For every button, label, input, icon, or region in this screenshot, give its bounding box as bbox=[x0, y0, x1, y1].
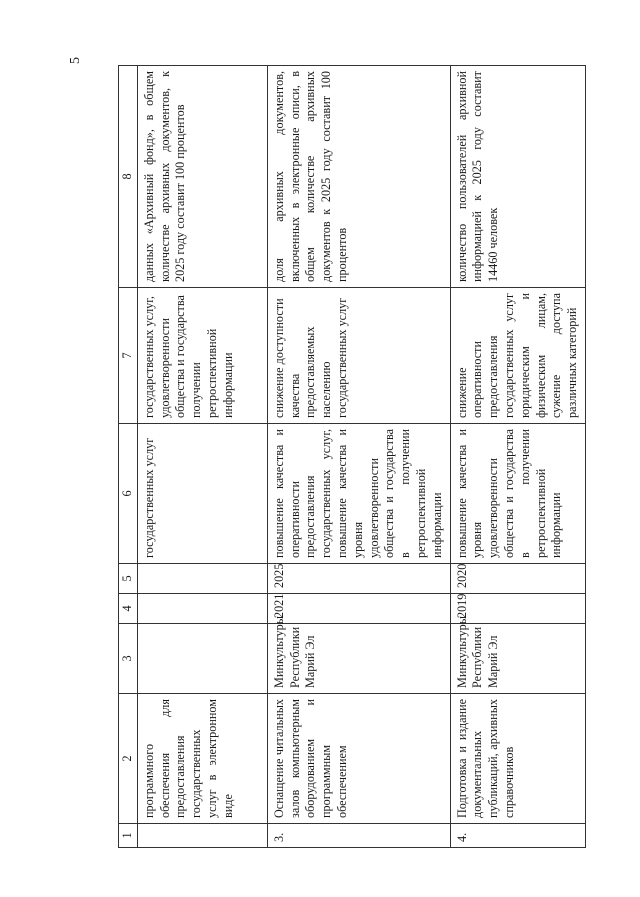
consequence: снижение оперативности предоставления государственных услуг юридическим и физическим лицам, сужение доступа различных категорий bbox=[450, 288, 585, 424]
col-header: 2 bbox=[119, 694, 138, 824]
consequence: государственных услуг, удовлетворенности общества и государства получении ретроспективной информации bbox=[137, 288, 267, 424]
indicator: доля архивных документов, включенных в электронные описи, в общем количестве архивных документов к 2025 году составит 100 процентов bbox=[267, 66, 450, 288]
start-year: 2021 bbox=[267, 594, 450, 624]
col-header: 3 bbox=[119, 624, 138, 694]
end-year bbox=[137, 564, 267, 594]
col-header: 6 bbox=[119, 424, 138, 564]
col-header: 8 bbox=[119, 66, 138, 288]
header-row bbox=[119, 66, 138, 848]
table-row bbox=[450, 66, 585, 848]
end-year: 2025 bbox=[267, 564, 450, 594]
indicator: количество пользователей архивной информацией к 2025 году составит 14460 человек bbox=[450, 66, 585, 288]
consequence: снижение доступности качества предоставляемых населению государственных услуг bbox=[267, 288, 450, 424]
indicator: данных «Архивный фонд», в общем количестве архивных документов, к 2025 году составит 100 процентов bbox=[137, 66, 267, 288]
executor bbox=[137, 624, 267, 694]
measure-name: Оснащение читальных залов компьютерным оборудованием и программным обеспечением bbox=[267, 694, 450, 824]
start-year: 2019 bbox=[450, 594, 585, 624]
executor: Минкультуры Республики Марий Эл bbox=[267, 624, 450, 694]
row-number: 4. bbox=[450, 824, 585, 848]
table-row bbox=[137, 66, 267, 848]
col-header: 7 bbox=[119, 288, 138, 424]
table-row bbox=[267, 66, 450, 848]
program-table bbox=[118, 65, 586, 848]
executor: Минкультуры Республики Марий Эл bbox=[450, 624, 585, 694]
expected-result: повышение качества и оперативности предоставления государственных услуг, повышение качества и уровня удовлетворенности общества и государства в получении ретроспективной информации bbox=[267, 424, 450, 564]
end-year: 2020 bbox=[450, 564, 585, 594]
start-year bbox=[137, 594, 267, 624]
row-number: 3. bbox=[267, 824, 450, 848]
expected-result: повышение качества и уровня удовлетворенности общества и государства в получении ретроспективной информации bbox=[450, 424, 585, 564]
row-number bbox=[137, 824, 267, 848]
expected-result: государственных услуг bbox=[137, 424, 267, 564]
rotated-table-container bbox=[118, 66, 580, 848]
col-header: 4 bbox=[119, 594, 138, 624]
col-header: 5 bbox=[119, 564, 138, 594]
page-number: 5 bbox=[68, 57, 83, 64]
measure-name: Подготовка и издание документальных публикаций, архивных справочников bbox=[450, 694, 585, 824]
measure-name: программного обеспечения для предоставления государственных услуг в электронном виде bbox=[137, 694, 267, 824]
col-header: 1 bbox=[119, 824, 138, 848]
